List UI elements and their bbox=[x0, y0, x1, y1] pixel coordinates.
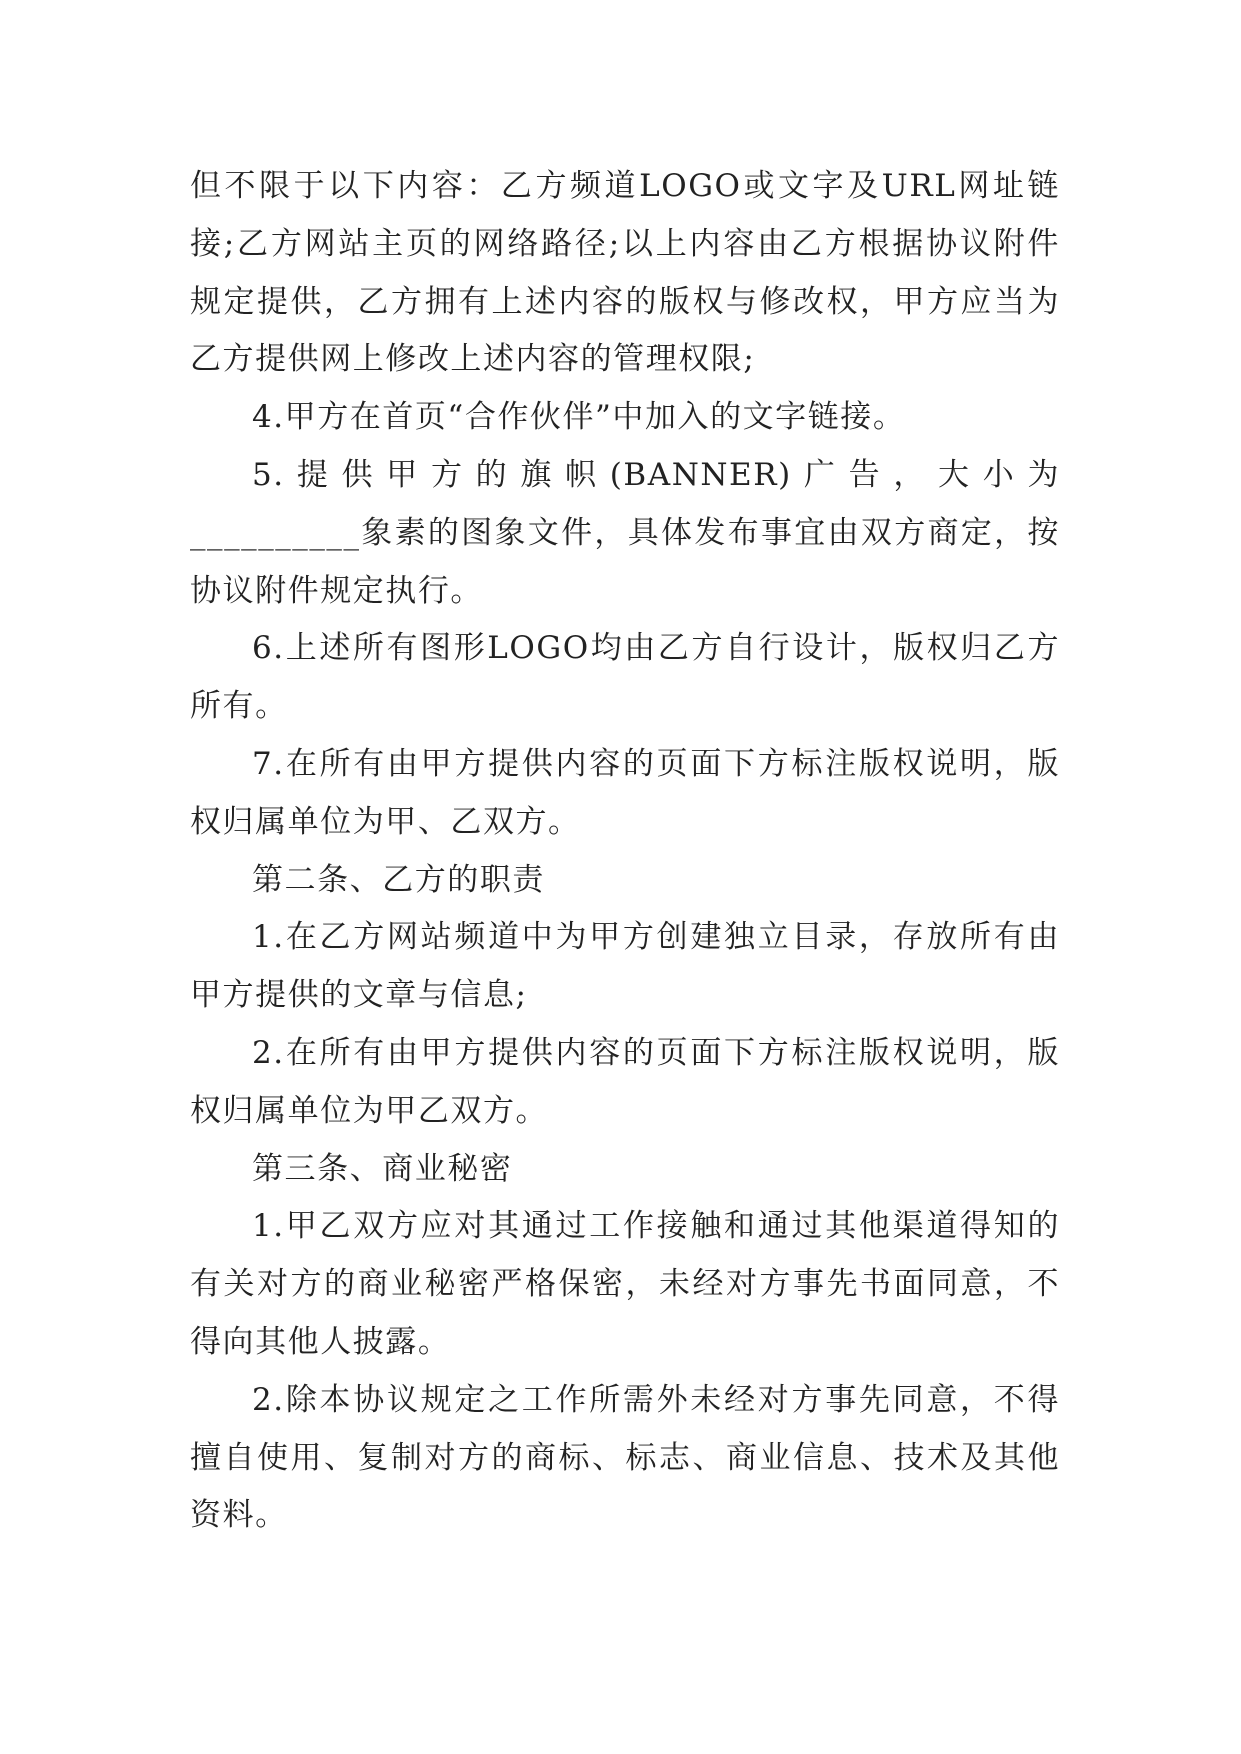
paragraph-item-5: 5.提供甲方的旗帜(BANNER)广告，大小为__________象素的图象文件，具体发布事宜由双方商定，按协议附件规定执行。 bbox=[190, 456, 1060, 609]
paragraph-article-2-item-2: 2.在所有由甲方提供内容的页面下方标注版权说明，版权归属单位为甲乙双方。 bbox=[190, 1034, 1060, 1129]
paragraph-item-4: 4.甲方在首页“合作伙伴”中加入的文字链接。 bbox=[252, 399, 906, 436]
document-body bbox=[190, 158, 1060, 1545]
paragraph-article-3-item-1: 1.甲乙双方应对其通过工作接触和通过其他渠道得知的有关对方的商业秘密严格保密，未经对方事先书面同意，不得向其他人披露。 bbox=[190, 1208, 1060, 1360]
paragraph-item-6: 6.上述所有图形LOGO均由乙方自行设计，版权归乙方所有。 bbox=[190, 630, 1060, 725]
paragraph-continuation: 但不限于以下内容：乙方频道LOGO或文字及URL网址链接;乙方网站主页的网络路径;以上内容由乙方根据协议附件规定提供，乙方拥有上述内容的版权与修改权，甲方应当为乙方提供网上修改上述内容的管理权限; bbox=[190, 168, 1060, 378]
paragraph-item-7: 7.在所有由甲方提供内容的页面下方标注版权说明，版权归属单位为甲、乙双方。 bbox=[190, 745, 1060, 840]
section-heading-article-2: 第二条、乙方的职责 bbox=[252, 861, 545, 898]
paragraph-article-3-item-2: 2.除本协议规定之工作所需外未经对方事先同意，不得擅自使用、复制对方的商标、标志、商业信息、技术及其他资料。 bbox=[190, 1381, 1060, 1534]
section-heading-article-3: 第三条、商业秘密 bbox=[252, 1150, 513, 1187]
paragraph-article-2-item-1: 1.在乙方网站频道中为甲方创建独立目录，存放所有由甲方提供的文章与信息; bbox=[190, 919, 1060, 1014]
